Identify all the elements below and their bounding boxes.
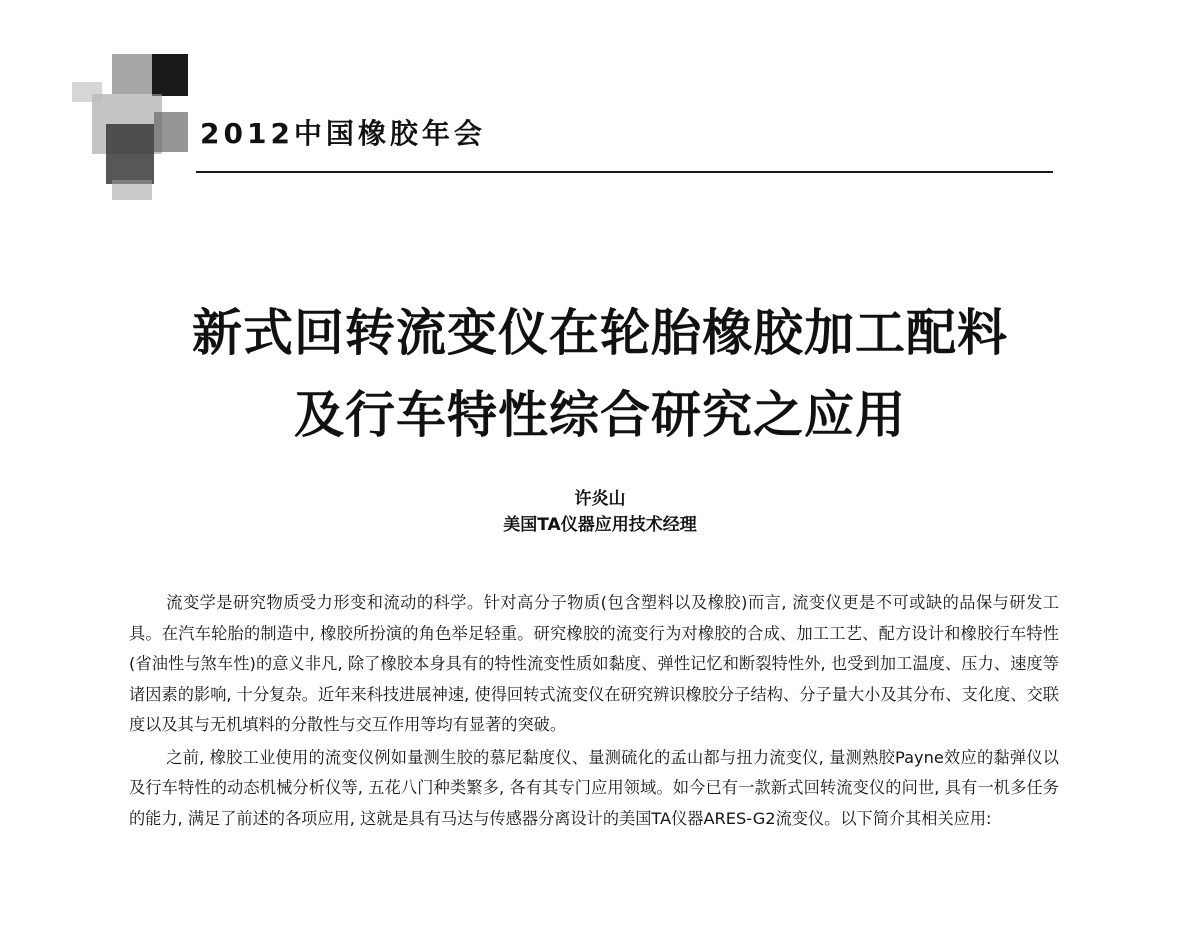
paper-title-line-2: 及行车特性综合研究之应用 <box>294 386 906 444</box>
body-paragraph-1: 流变学是研究物质受力形变和流动的科学。针对高分子物质(包含塑料以及橡胶)而言, 流变仪更是不可或缺的品保与研发工具。在汽车轮胎的制造中, 橡胶所扮演的角色举足轻重。研究橡胶的流变行为对橡胶的合成、加工工艺、配方设计和橡胶行车特性(省油性与煞车性)的意义非凡, 除了橡胶本身具有的特性流变性质如黏度、弹性记忆和断裂特性外, 也受到加工温度、压力、速度等诸因素的影响, 十分复杂。近年来科技进展神速, 使得回转式流变仪在研究辨识橡胶分子结构、分子量大小及其分布、支化度、交联度以及其与无机填料的分散性与交互作用等均有显著的突破。 <box>129 593 1059 734</box>
decoration-square <box>154 112 188 152</box>
conference-header: 2012中国橡胶年会 <box>200 117 486 150</box>
decoration-square <box>112 180 152 200</box>
decoration-square <box>152 54 188 96</box>
body-text <box>129 588 1059 834</box>
paper-title <box>80 292 1120 456</box>
header-divider <box>196 171 1053 173</box>
decoration-square <box>112 54 152 94</box>
decoration-square <box>106 124 154 184</box>
paper-title-line-1: 新式回转流变仪在轮胎橡胶加工配料 <box>192 304 1008 362</box>
author-affiliation: 美国TA仪器应用技术经理 <box>503 515 697 535</box>
author-name: 许炎山 <box>574 489 626 509</box>
body-paragraph-2: 之前, 橡胶工业使用的流变仪例如量测生胶的慕尼黏度仪、量测硫化的孟山都与扭力流变仪, 量测熟胶Payne效应的黏弹仪以及行车特性的动态机械分析仪等, 五花八门种类繁多, 各有其专门应用领域。如今已有一款新式回转流变仪的问世, 具有一机多任务的能力, 满足了前述的各项应用, 这就是具有马达与传感器分离设计的美国TA仪器ARES-G2流变仪。以下简介其相关应用: <box>129 747 1059 828</box>
decoration-square <box>72 82 102 102</box>
